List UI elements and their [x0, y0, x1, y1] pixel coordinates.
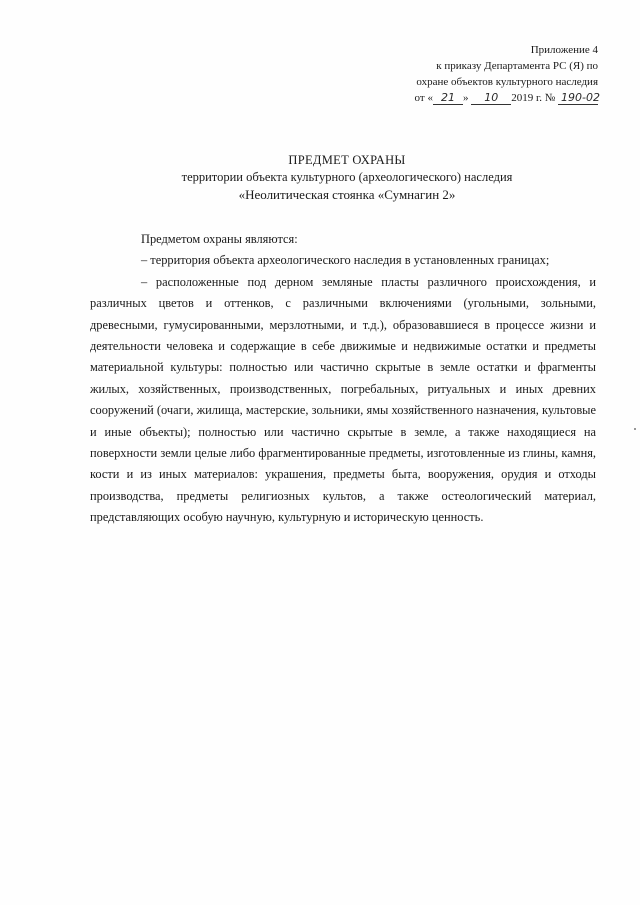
appendix-number: Приложение 4: [530, 44, 598, 56]
appendix-order-ref: к приказу Департамента РС (Я) по: [436, 60, 598, 72]
title-block: [92, 152, 602, 203]
scan-edge-mark: [634, 428, 636, 430]
appendix-header: [358, 42, 598, 106]
handwritten-order-number: 190-02: [558, 92, 598, 105]
intro-paragraph: Предметом охраны являются:: [141, 232, 298, 246]
date-year: 2019 г. №: [511, 92, 556, 104]
body-text: [90, 229, 596, 529]
date-mid: »: [462, 92, 469, 104]
handwritten-month: 10: [471, 92, 511, 105]
item-territory: – территория объекта археологического наследия в установленных границах;: [141, 253, 550, 268]
document-heading: ПРЕДМЕТ ОХРАНЫ: [288, 153, 406, 167]
date-prefix: от «: [414, 92, 433, 104]
object-name: «Неолитическая стоянка «Сумнагин 2»: [238, 187, 456, 202]
item-layers: – расположенные под дерном земляные пласты различного происхождения, и различных цветов и оттенков, с различными включениями (угольными, зольными, древесными, гумусированными, мерзлотными, и т.д.), образовавшиеся в процессе жизни и деятельности человека и содержащие в себе движимые и недвижимые остатки и предметы материальной культуры: полностью или частично скрытые в земле остатки и фрагменты жилых, хозяйственных, производственных, погребальных, ритуальных и иных древних сооружений (очаги, жилища, мастерские, зольники, ямы хозяйственного назначения, культовые и иные объекты); полностью или частично скрытые в земле, а также находящиеся на поверхности земли целые либо фрагментированные предметы, изготовленные из глины, камня, кости и из иных материалов: украшения, предметы быта, вооружения, орудия и отходы производства, предметы религиозных культов, а также остеологический материал, представляющих особую научную, культурную и историческую ценность.: [90, 274, 596, 525]
document-subtitle: территории объекта культурного (археологического) наследия: [181, 170, 513, 184]
appendix-date-line: [358, 90, 598, 106]
appendix-department: охране объектов культурного наследия: [416, 76, 598, 88]
handwritten-day: 21: [433, 92, 463, 105]
